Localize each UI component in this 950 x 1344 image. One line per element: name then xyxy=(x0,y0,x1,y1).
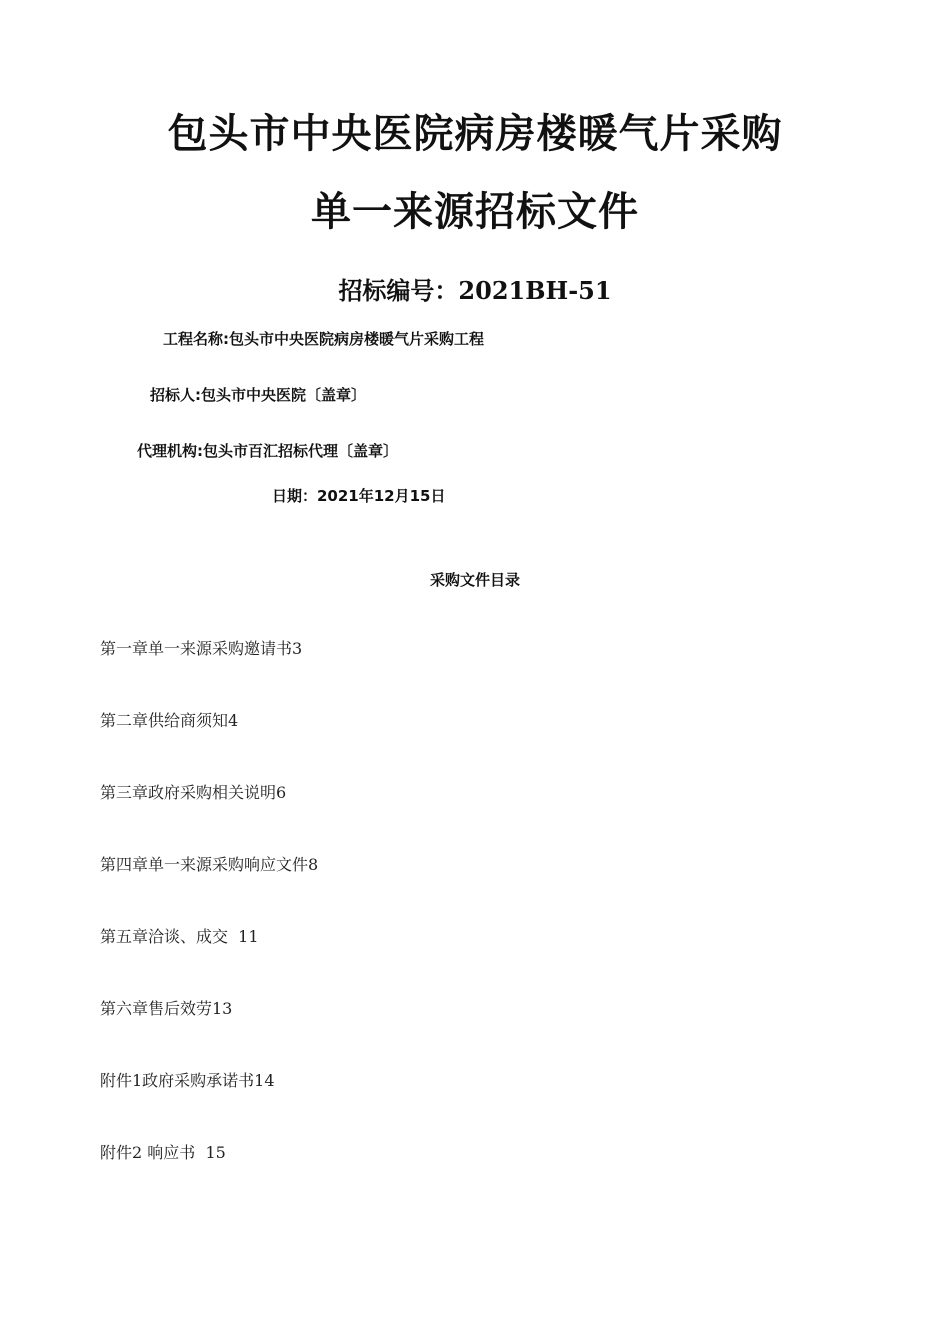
bid-number: 招标编号：2021BH-51 xyxy=(338,276,612,305)
agency: 代理机构:包头市百汇招标代理〔盖章〕 xyxy=(137,442,399,460)
document-title-line1: 包头市中央医院病房楼暖气片采购 xyxy=(167,110,783,157)
table-of-contents xyxy=(100,636,318,1212)
project-name: 工程名称:包头市中央医院病房楼暖气片采购工程 xyxy=(163,330,485,348)
document-date: 日期：2021年12月15日 xyxy=(272,487,446,505)
toc-item: 附件2 响应书 15 xyxy=(100,1143,226,1162)
document-title-line2: 单一来源招标文件 xyxy=(311,188,639,235)
toc-heading: 采购文件目录 xyxy=(429,571,520,589)
tenderer: 招标人:包头市中央医院〔盖章〕 xyxy=(150,386,367,404)
toc-item: 第一章单一来源采购邀请书3 xyxy=(100,639,303,658)
toc-item: 第二章供给商须知4 xyxy=(100,711,239,730)
toc-item: 第四章单一来源采购响应文件8 xyxy=(100,855,319,874)
toc-item: 第六章售后效劳13 xyxy=(100,999,233,1018)
toc-item: 附件1政府采购承诺书14 xyxy=(100,1071,275,1090)
toc-item: 第三章政府采购相关说明6 xyxy=(100,783,287,802)
toc-item: 第五章洽谈、成交 11 xyxy=(100,927,259,946)
